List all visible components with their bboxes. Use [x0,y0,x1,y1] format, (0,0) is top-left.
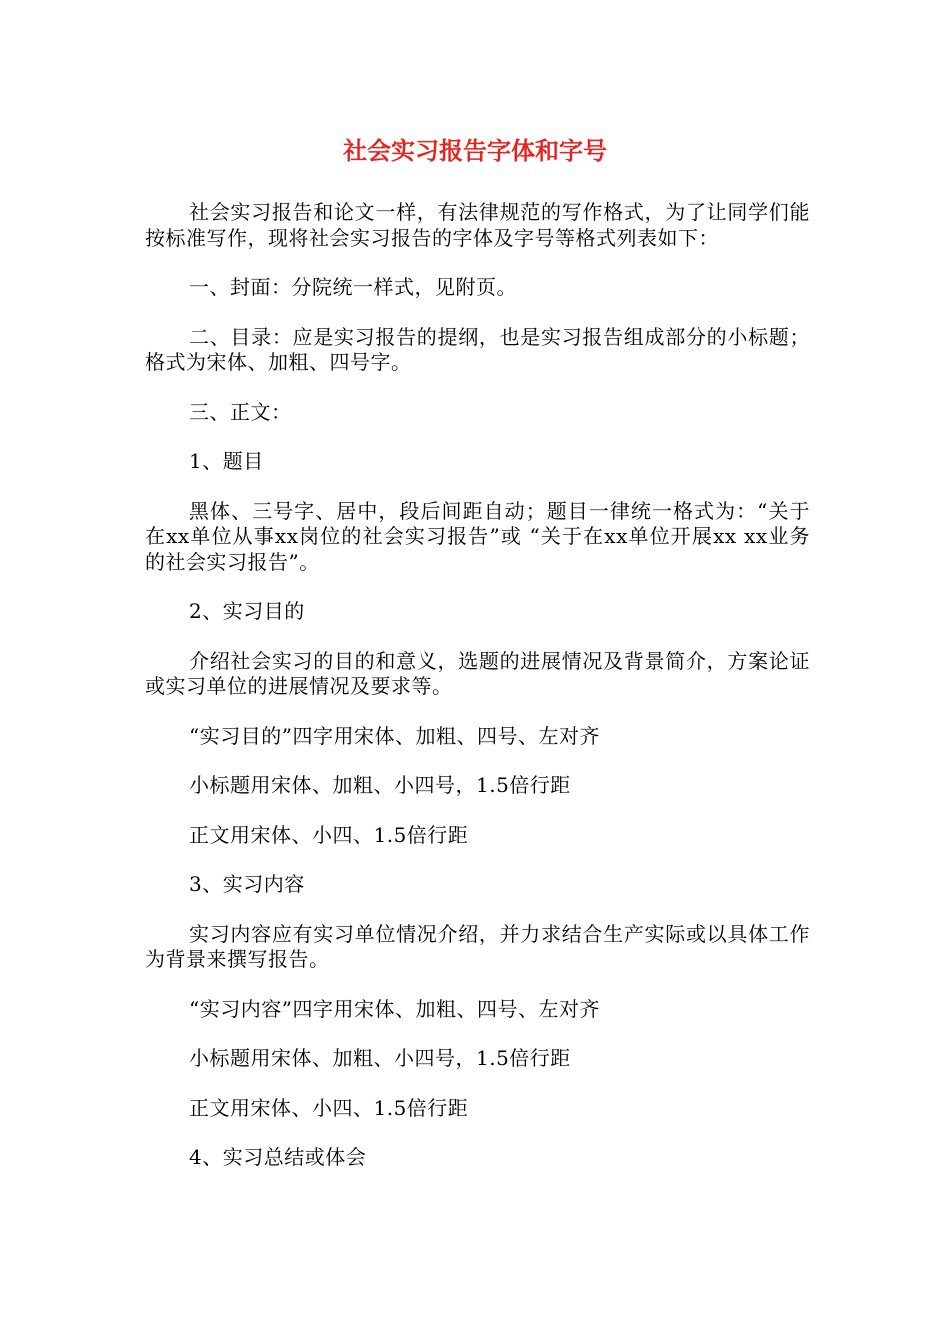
paragraph-intro: 社会实习报告和论文一样，有法律规范的写作格式，为了让同学们能按标准写作，现将社会实习报告的字体及字号等格式列表如下： [145,200,810,250]
paragraph-toc: 二、目录：应是实习报告的提纲，也是实习报告组成部分的小标题；格式为宋体、加粗、四号字。 [145,324,810,374]
paragraph-main-heading: 三、正文： [189,399,292,424]
paragraph-purpose-body-format: 正文用宋体、小四、1.5倍行距 [189,822,469,847]
paragraph-content-desc: 实习内容应有实习单位情况介绍，并力求结合生产实际或以具体工作为背景来撰写报告。 [145,921,810,971]
paragraph-purpose-title-format: “实习目的”四字用宋体、加粗、四号、左对齐 [189,723,600,748]
paragraph-purpose-desc: 介绍社会实习的目的和意义，选题的进展情况及背景简介，方案论证或实习单位的进展情况及要求等。 [145,648,810,698]
paragraph-purpose-heading: 2、实习目的 [189,599,305,623]
paragraph-content-body-format: 正文用宋体、小四、1.5倍行距 [189,1095,469,1120]
paragraph-topic-format: 黑体、三号字、居中，段后间距自动；题目一律统一格式为：“关于在xx单位从事xx岗位的社会实习报告”或 “关于在xx单位开展xx xx业务的社会实习报告”。 [145,498,810,574]
document-title: 社会实习报告字体和字号 [343,137,607,165]
paragraph-cover: 一、封面：分院统一样式，见附页。 [189,275,517,299]
paragraph-content-title-format: “实习内容”四字用宋体、加粗、四号、左对齐 [189,996,600,1021]
paragraph-content-subtitle-format: 小标题用宋体、加粗、小四号，1.5倍行距 [189,1046,571,1070]
paragraph-summary-heading: 4、实习总结或体会 [189,1145,367,1169]
paragraph-topic-heading: 1、题目 [189,449,264,473]
paragraph-content-heading: 3、实习内容 [189,872,305,896]
document-body [145,200,810,1195]
paragraph-purpose-subtitle-format: 小标题用宋体、加粗、小四号，1.5倍行距 [189,773,571,797]
